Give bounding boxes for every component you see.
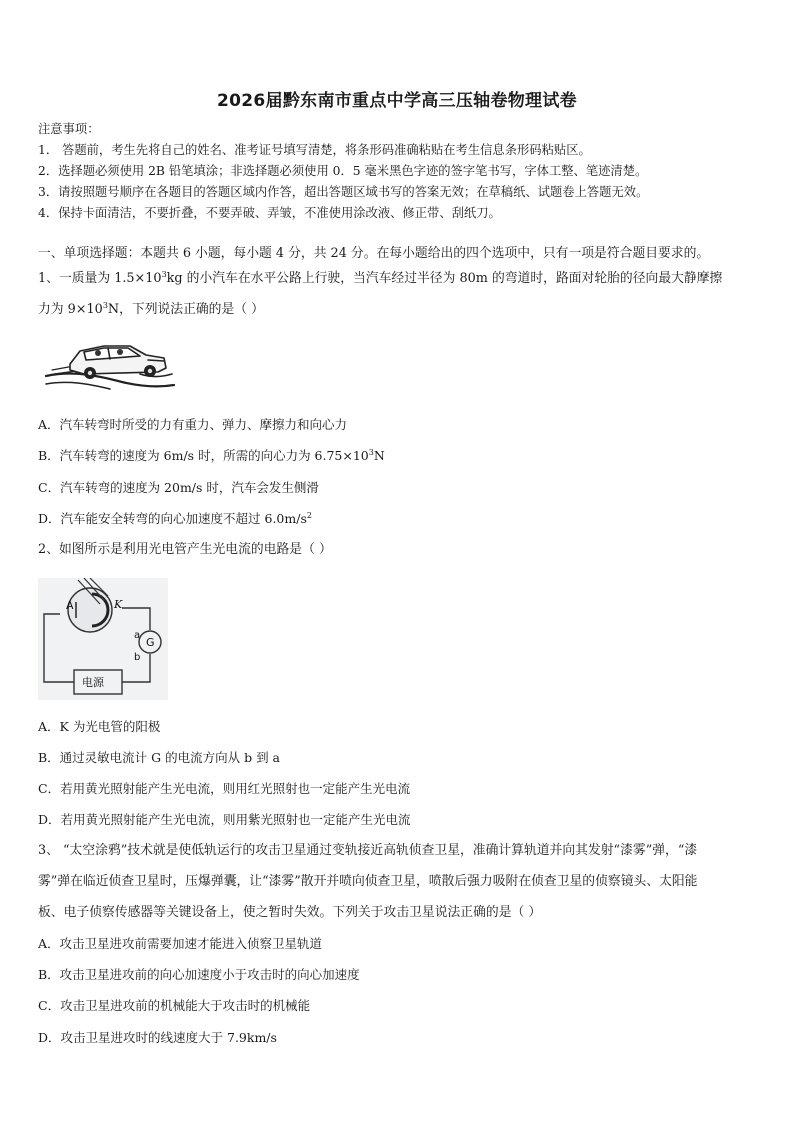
- q3-option-b: B．攻击卫星进攻前的向心加速度小于攻击时的向心加速度: [38, 967, 360, 982]
- q3-option-d: D．攻击卫星进攻时的线速度大于 7.9km/s: [38, 1030, 277, 1045]
- notes-item-2: 2．选择题必须使用 2B 铅笔填涂；非选择题必须使用 0．5 毫米黑色字迹的签字笔书写，字体工整、笔迹清楚。: [38, 164, 648, 178]
- q1-option-b-text: B．汽车转弯的速度为 6m/s 时，所需的向心力为 6.75×10: [38, 448, 369, 463]
- q1-line1-exponent: 3: [161, 270, 167, 279]
- section-heading: 一、单项选择题：本题共 6 小题，每小题 4 分，共 24 分。在每小题给出的四个选项中，只有一项是符合题目要求的。: [38, 246, 710, 261]
- q1-option-d-text: D．汽车能安全转弯的向心加速度不超过 6.0m/s: [38, 511, 307, 526]
- q1-stem-line1: [38, 271, 722, 287]
- q3-stem-line3: 板、电子侦察传感器等关键设备上，使之暂时失效。下列关于攻击卫星说法正确的是（ ）: [38, 905, 542, 920]
- q2-option-c: C．若用黄光照射能产生光电流，则用红光照射也一定能产生光电流: [38, 781, 411, 796]
- label-a-upper: A: [66, 599, 74, 612]
- q1-option-d-exponent: 2: [306, 511, 312, 520]
- q2-stem: 2、如图所示是利用光电管产生光电流的电路是（ ）: [38, 542, 332, 557]
- q3-option-c: C．攻击卫星进攻前的机械能大于攻击时的机械能: [38, 998, 311, 1013]
- q2-option-b: B．通过灵敏电流计 G 的电流方向从 b 到 a: [38, 750, 280, 765]
- q2-option-d: D．若用黄光照射能产生光电流，则用紫光照射也一定能产生光电流: [38, 812, 411, 827]
- notes-item-4: 4．保持卡面清洁，不要折叠，不要弄破、弄皱，不准使用涂改液、修正带、刮纸刀。: [38, 206, 501, 220]
- q1-line2-text-a: 力为 9×10: [38, 302, 103, 317]
- notes-heading: 注意事项：: [38, 122, 100, 136]
- q1-line1-text-a: 1、一质量为 1.5×10: [38, 271, 162, 286]
- notes-item-3: 3．请按照题号顺序在各题目的答题区域内作答，超出答题区域书写的答案无效；在草稿纸、试题卷上答题无效。: [38, 185, 649, 199]
- photoelectric-circuit-figure: [38, 578, 168, 700]
- q1-line1-text-b: kg 的小汽车在水平公路上行驶，当汽车经过半径为 80m 的弯道时，路面对轮胎的径向最大静摩擦: [166, 271, 723, 286]
- page-title: 2026届黔东南市重点中学高三压轴卷物理试卷: [217, 91, 577, 111]
- q2-option-a: A．K 为光电管的阳极: [38, 719, 161, 734]
- label-power: 电源: [82, 676, 104, 689]
- q1-option-b-unit: N: [373, 448, 385, 463]
- q3-stem-line1: 3、 “太空涂鸦”技术就是使低轨运行的攻击卫星通过变轨接近高轨侦查卫星，准确计算轨道并向其发射“漆雾”弹，“漆: [38, 843, 698, 858]
- q1-option-d: [38, 511, 312, 527]
- q1-stem-line2: [38, 302, 264, 318]
- label-g: G: [146, 636, 155, 649]
- label-b: b: [134, 652, 141, 663]
- q1-option-c: C．汽车转弯的速度为 20m/s 时，汽车会发生侧滑: [38, 480, 319, 495]
- car-turning-figure: [44, 330, 176, 392]
- label-k: K: [114, 598, 123, 611]
- q3-stem-line2: 雾”弹在临近侦查卫星时，压爆弹囊，让“漆雾”散开并喷向侦查卫星，喷散后强力吸附在侦查卫星的侦察镜头、太阳能: [38, 874, 698, 889]
- q1-line2-exponent: 3: [102, 301, 108, 310]
- q1-line2-text-b: N，下列说法正确的是（ ）: [107, 302, 264, 317]
- q1-option-a: A．汽车转弯时所受的力有重力、弹力、摩擦力和向心力: [38, 417, 348, 432]
- q1-option-b: [38, 448, 385, 464]
- notes-item-1: 1． 答题前，考生先将自己的姓名、准考证号填写清楚，将条形码准确粘贴在考生信息条形码粘贴区。: [38, 143, 591, 157]
- q3-option-a: A．攻击卫星进攻前需要加速才能进入侦察卫星轨道: [38, 936, 323, 951]
- q1-option-b-exponent: 3: [368, 448, 374, 457]
- label-a-lower: a: [134, 630, 141, 641]
